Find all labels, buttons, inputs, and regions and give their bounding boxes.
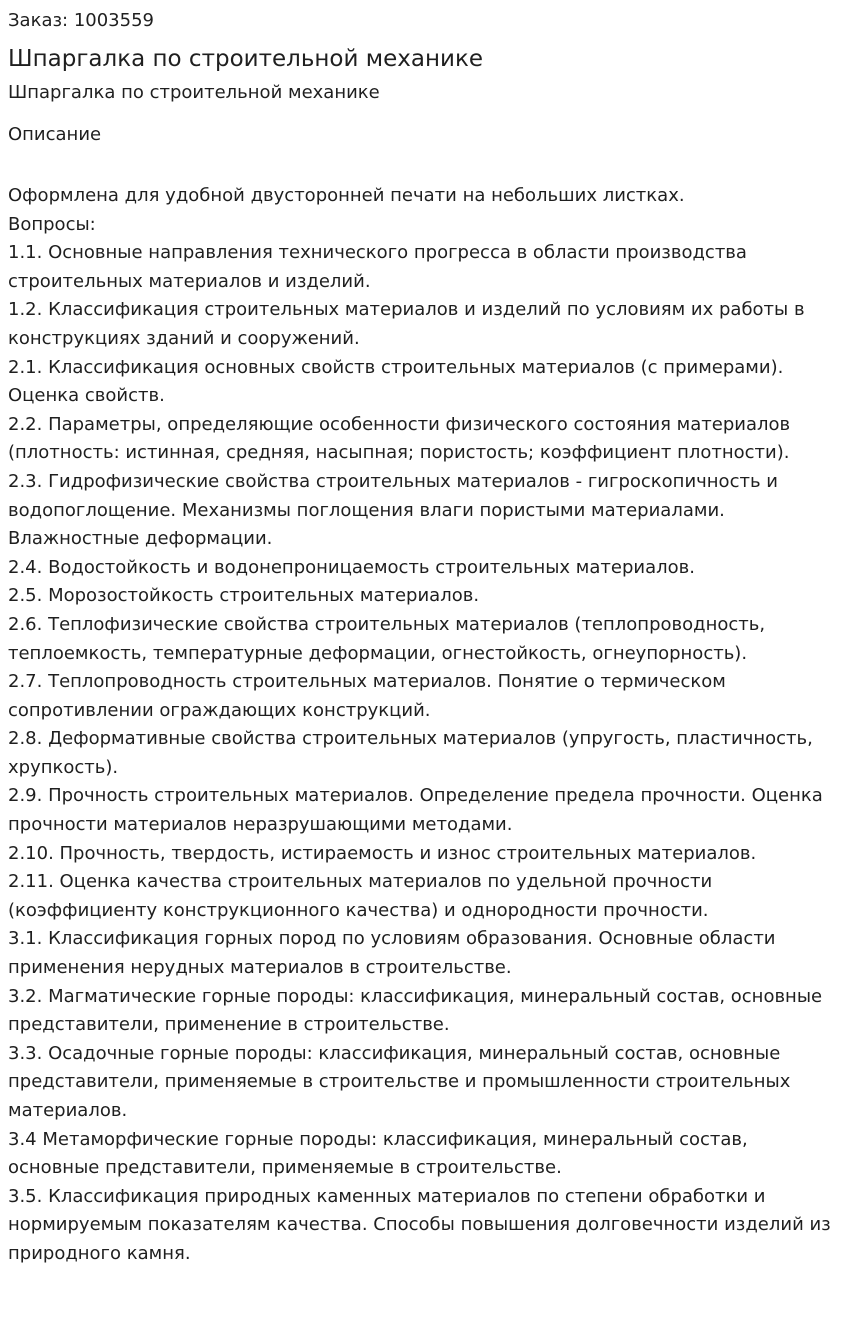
- question-item: 1.2. Классификация строительных материалов и изделий по условиям их работы в конструкциях зданий и сооружений.: [8, 299, 805, 349]
- question-item: 2.4. Водостойкость и водонепроницаемость строительных материалов.: [8, 556, 695, 578]
- question-item: 3.1. Классификация горных пород по условиям образования. Основные области применения нерудных материалов в строительстве.: [8, 928, 776, 979]
- description-intro: Оформлена для удобной двусторонней печати на небольших листках.: [8, 185, 685, 206]
- questions-list: [8, 239, 839, 1268]
- question-item: 2.2. Параметры, определяющие особенности физического состояния материалов (плотность: истинная, средняя, насыпная; пористость; коэффициент плотности).: [8, 413, 791, 464]
- question-item: 2.5. Морозостойкость строительных материалов.: [8, 585, 480, 607]
- order-number: Заказ: 1003559: [8, 10, 154, 31]
- question-item: 2.6. Теплофизические свойства строительных материалов (теплопроводность, теплоемкость, температурные деформации, огнестойкость, огнеупорность).: [8, 613, 766, 664]
- question-item: 2.8. Деформативные свойства строительных материалов (упругость, пластичность, хрупкость).: [8, 728, 813, 778]
- description-heading: Описание: [8, 124, 102, 145]
- questions-label: Вопросы:: [8, 213, 96, 235]
- question-item: 3.4 Метаморфические горные породы: классификация, минеральный состав, основные представители, применяемые в строительстве.: [8, 1128, 748, 1179]
- question-item: 1.1. Основные направления технического прогресса в области производства строительных материалов и изделий.: [8, 242, 747, 292]
- page-title: Шпаргалка по строительной механике: [8, 46, 483, 72]
- question-item: 2.7. Теплопроводность строительных материалов. Понятие о термическом сопротивлении ограждающих конструкций.: [8, 671, 726, 721]
- question-item: 2.1. Классификация основных свойств строительных материалов (с примерами). Оценка свойств.: [8, 356, 784, 407]
- question-item: 3.2. Магматические горные породы: классификация, минеральный состав, основные представители, применение в строительстве.: [8, 985, 823, 1036]
- question-item: 3.5. Классификация природных каменных материалов по степени обработки и нормируемым показателям качества. Способы повышения долговечности изделий из природного камня.: [8, 1185, 831, 1264]
- question-item: 2.11. Оценка качества строительных материалов по удельной прочности (коэффициенту конструкционного качества) и однородности прочности.: [8, 871, 713, 921]
- question-item: 2.10. Прочность, твердость, истираемость и износ строительных материалов.: [8, 842, 757, 864]
- page-subtitle: Шпаргалка по строительной механике: [8, 82, 380, 103]
- question-item: 3.3. Осадочные горные породы: классификация, минеральный состав, основные представители, применяемые в строительстве и промышленности строительных материалов.: [8, 1042, 791, 1121]
- question-item: 2.3. Гидрофизические свойства строительных материалов - гигроскопичность и водопоглощение. Механизмы поглощения влаги пористыми материалами. Влажностные деформации.: [8, 470, 778, 550]
- question-item: 2.9. Прочность строительных материалов. Определение предела прочности. Оценка прочности материалов неразрушающими методами.: [8, 785, 823, 836]
